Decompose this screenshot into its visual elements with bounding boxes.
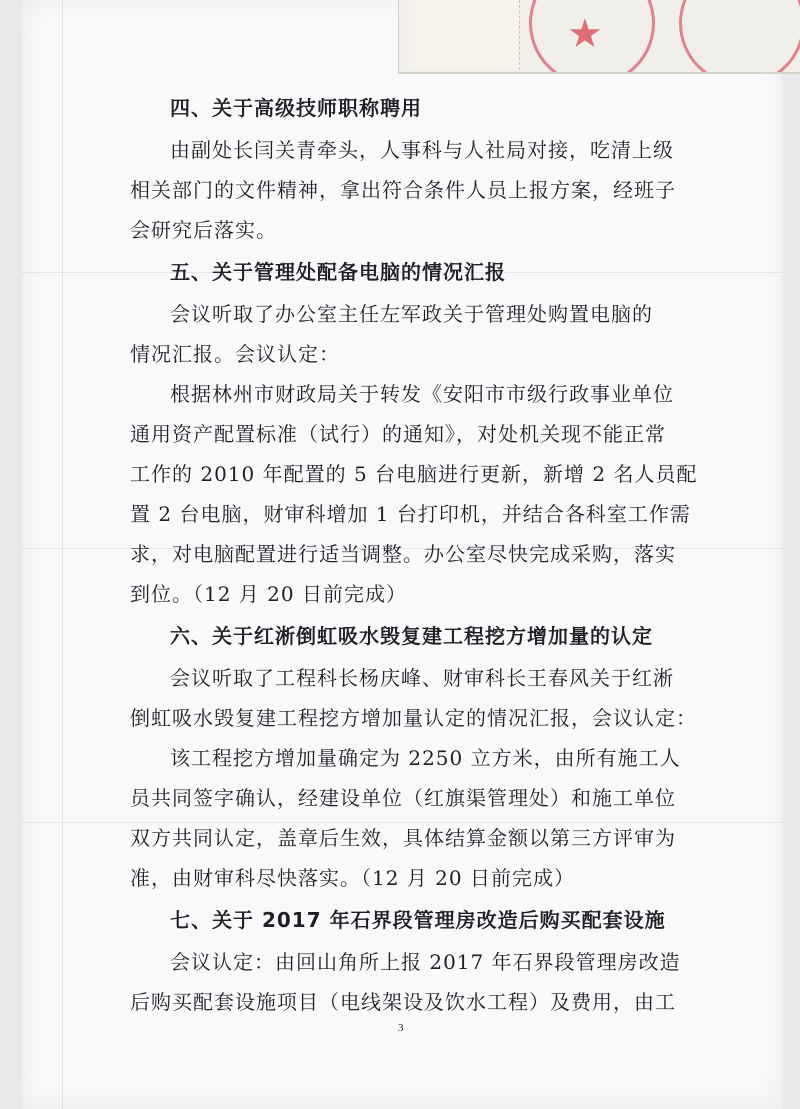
paragraph-line: 员共同签字确认，经建设单位（红旗渠管理处）和施工单位 xyxy=(130,786,676,810)
section-heading: 四、关于高级技师职称聘用 xyxy=(170,96,422,120)
paragraph-line: 会议认定：由回山角所上报 2017 年石界段管理房改造 xyxy=(170,950,681,974)
tape-label xyxy=(409,0,520,70)
section-heading: 六、关于红淅倒虹吸水毁复建工程挖方增加量的认定 xyxy=(170,624,653,648)
paragraph-line: 相关部门的文件精神，拿出符合条件人员上报方案，经班子 xyxy=(130,178,676,202)
red-seal-stamp xyxy=(679,0,800,74)
paragraph-line: 由副处长闫关青牵头，人事科与人社局对接，吃清上级 xyxy=(170,138,674,162)
paragraph-line: 工作的 2010 年配置的 5 台电脑进行更新，新增 2 名人员配 xyxy=(130,462,698,486)
star-icon: ★ xyxy=(567,11,603,57)
paragraph-line: 根据林州市财政局关于转发《安阳市市级行政事业单位 xyxy=(170,382,674,406)
paragraph-line: 会议听取了工程科长杨庆峰、财审科长王春风关于红淅 xyxy=(170,666,674,690)
page-number: 3 xyxy=(398,1022,404,1034)
fold-line xyxy=(62,0,63,1109)
paragraph-line: 双方共同认定，盖章后生效，具体结算金额以第三方评审为 xyxy=(130,826,676,850)
paragraph-line: 置 2 台电脑，财审科增加 1 台打印机，并结合各科室工作需 xyxy=(130,502,691,526)
paragraph-line: 该工程挖方增加量确定为 2250 立方米，由所有施工人 xyxy=(170,746,681,770)
stamp-seal-strip xyxy=(398,0,800,74)
paragraph-line: 后购买配套设施项目（电线架设及饮水工程）及费用，由工 xyxy=(130,990,676,1014)
paragraph-line: 情况汇报。会议认定： xyxy=(130,342,340,366)
paragraph-line: 求，对电脑配置进行适当调整。办公室尽快完成采购，落实 xyxy=(130,542,676,566)
section-heading: 七、关于 2017 年石界段管理房改造后购买配套设施 xyxy=(170,908,666,932)
paragraph-line: 通用资产配置标准（试行）的通知》，对处机关现不能正常 xyxy=(130,422,666,446)
paragraph-line: 会研究后落实。 xyxy=(130,218,277,242)
paragraph-line: 倒虹吸水毁复建工程挖方增加量认定的情况汇报，会议认定： xyxy=(130,706,697,730)
paragraph-line: 准，由财审科尽快落实。（12 月 20 日前完成） xyxy=(130,866,575,890)
section-heading: 五、关于管理处配备电脑的情况汇报 xyxy=(170,260,506,284)
paragraph-line: 会议听取了办公室主任左军政关于管理处购置电脑的 xyxy=(170,302,653,326)
paragraph-line: 到位。（12 月 20 日前完成） xyxy=(130,582,407,606)
blue-stamp xyxy=(427,4,517,64)
